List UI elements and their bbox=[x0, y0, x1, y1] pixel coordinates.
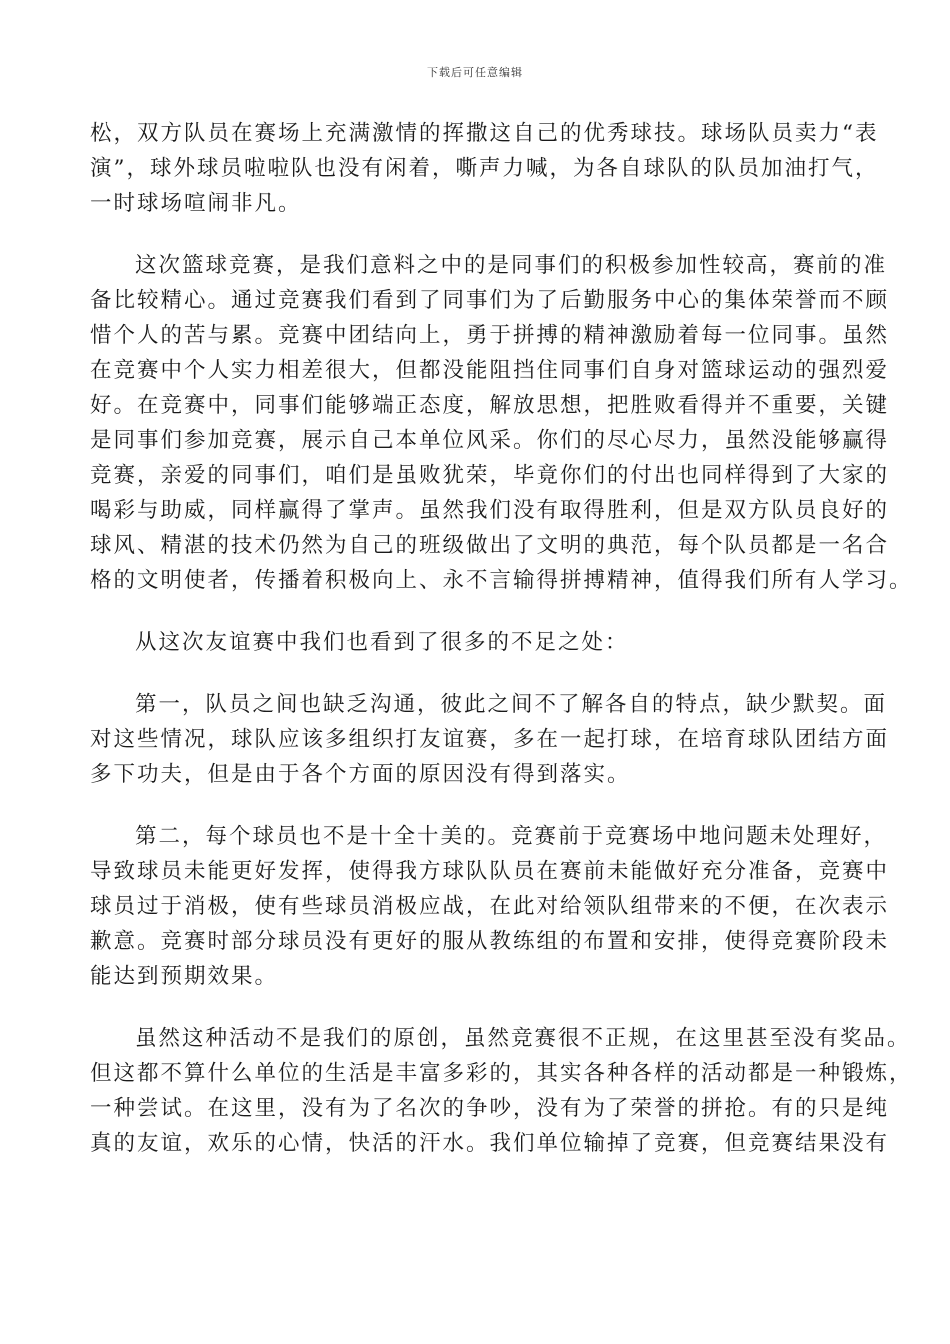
paragraph bbox=[90, 687, 890, 792]
text-line: 备比较精心。通过竞赛我们看到了同事们为了后勤服务中心的集体荣誉而不顾 bbox=[90, 288, 890, 313]
text-line: 在竞赛中个人实力相差很大，但都没能阻挡住同事们自身对篮球运动的强烈爱 bbox=[90, 358, 890, 383]
text-line: 竞赛，亲爱的同事们，咱们是虽败犹荣，毕竟你们的付出也同样得到了大家的 bbox=[90, 463, 890, 488]
text-line: 这次篮球竞赛，是我们意料之中的是同事们的积极参加性较高，赛前的准 bbox=[135, 253, 888, 278]
paragraph bbox=[90, 625, 860, 660]
text-line: 从这次友谊赛中我们也看到了很多的不足之处： bbox=[135, 630, 629, 655]
document-body bbox=[90, 116, 913, 1188]
text-line: 喝彩与助威，同样赢得了掌声。虽然我们没有取得胜利，但是双方队员良好的 bbox=[90, 498, 890, 523]
text-line: 能达到预期效果。 bbox=[90, 964, 279, 989]
text-line: 第一，队员之间也缺乏沟通，彼此之间不了解各自的特点，缺少默契。面 bbox=[135, 692, 888, 717]
text-line: 是同事们参加竞赛，展示自己本单位风采。你们的尽心尽力，虽然没能够赢得 bbox=[90, 428, 890, 453]
text-line: 球员过于消极，使有些球员消极应战，在此对给领队组带来的不便，在次表示 bbox=[90, 894, 890, 919]
text-line: 一时球场喧闹非凡。 bbox=[90, 191, 302, 216]
paragraph bbox=[90, 819, 890, 994]
text-line: 格的文明使者，传播着积极向上、永不言输得拼搏精神，值得我们所有人学习。 bbox=[90, 568, 913, 593]
text-line: 惜个人的苦与累。竞赛中团结向上，勇于拼搏的精神激励着每一位同事。虽然 bbox=[90, 323, 890, 348]
text-line: 多下功夫，但是由于各个方面的原因没有得到落实。 bbox=[90, 762, 631, 787]
paragraph bbox=[90, 116, 879, 221]
text-line: 虽然这种活动不是我们的原创，虽然竞赛很不正规，在这里甚至没有奖品。 bbox=[135, 1026, 911, 1051]
text-line: 但这都不算什么单位的生活是丰富多彩的，其实各种各样的活动都是一种锻炼， bbox=[90, 1061, 913, 1086]
text-line: 对这些情况，球队应该多组织打友谊赛，多在一起打球，在培育球队团结方面 bbox=[90, 727, 890, 752]
paragraph bbox=[90, 1021, 913, 1161]
paragraph bbox=[90, 248, 913, 598]
text-line: 第二，每个球员也不是十全十美的。竞赛前于竞赛场中地问题未处理好， bbox=[135, 824, 888, 849]
text-line: 真的友谊，欢乐的心情，快活的汗水。我们单位输掉了竞赛，但竞赛结果没有 bbox=[90, 1131, 890, 1156]
page-header-note: 下载后可任意编辑 bbox=[427, 66, 523, 79]
text-line: 球风、精湛的技术仍然为自己的班级做出了文明的典范，每个队员都是一名合 bbox=[90, 533, 890, 558]
text-line: 歉意。竞赛时部分球员没有更好的服从教练组的布置和安排，使得竞赛阶段未 bbox=[90, 929, 890, 954]
text-line: 松，双方队员在赛场上充满激情的挥撒这自己的优秀球技。球场队员卖力“表 bbox=[90, 121, 879, 146]
text-line: 演”，球外球员啦啦队也没有闲着，嘶声力喊，为各自球队的队员加油打气， bbox=[90, 156, 879, 181]
text-line: 好。在竞赛中，同事们能够端正态度，解放思想，把胜败看得并不重要，关键 bbox=[90, 393, 890, 418]
text-line: 一种尝试。在这里，没有为了名次的争吵，没有为了荣誉的拼抢。有的只是纯 bbox=[90, 1096, 890, 1121]
text-line: 导致球员未能更好发挥，使得我方球队队员在赛前未能做好充分准备，竞赛中 bbox=[90, 859, 890, 884]
